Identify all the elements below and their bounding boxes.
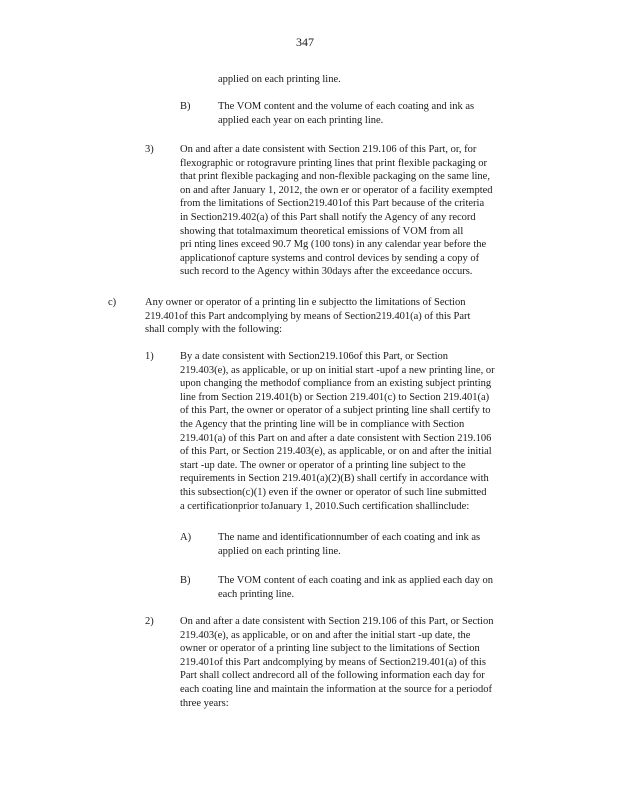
text-line: The VOM content and the volume of each coating and ink as <box>218 101 475 112</box>
text-line: Any owner or operator of a printing lin e subjectto the limitations of Section <box>145 297 466 308</box>
paragraph <box>180 350 545 513</box>
text-line: such record to the Agency within 30days after the exceedance occurs. <box>180 266 473 278</box>
text-line: applied each year on each printing line. <box>218 114 384 126</box>
text-line: that print flexible packaging and non-flexible packaging on the same line, <box>180 171 490 183</box>
text-line: this subsection(c)(1) even if the owner or operator of such line submitted <box>180 486 487 498</box>
text-line: The name and identificationnumber of each coating and ink as <box>218 532 481 543</box>
page-number: 347 <box>296 35 314 49</box>
paragraph <box>218 73 398 87</box>
text-line: line from Section 219.401(b) or Section 219.401(c) to Section 219.401(a) <box>180 391 490 403</box>
text-line: 219.403(e), as applicable, or on and after the initial start -up date, the <box>180 629 471 641</box>
text-line: on and after January 1, 2012, the own er or operator of a facility exempted <box>180 184 493 196</box>
paragraph <box>180 615 545 710</box>
text-line: each coating line and maintain the information at the source for a periodof <box>180 683 492 695</box>
paragraph <box>180 143 530 279</box>
text-line: By a date consistent with Section219.106of this Part, or Section <box>180 351 449 362</box>
text-line: shall comply with the following: <box>145 324 283 336</box>
text-line: On and after a date consistent with Section 219.106 of this Part, or Section <box>180 616 494 627</box>
text-line: a certificationprior toJanuary 1, 2010.Such certification shallinclude: <box>180 500 470 512</box>
item-label: B) <box>180 101 191 112</box>
text-line: 219.401of this Part andcomplying by means of Section219.401(a) of this Part <box>145 310 471 322</box>
paragraph <box>218 531 523 558</box>
paragraph <box>218 574 538 601</box>
item-label: A) <box>180 532 192 543</box>
text-line: the Agency that the printing line will be in compliance with Section <box>180 418 465 430</box>
text-line: applicationof capture systems and control devices by sending a copy of <box>180 252 480 264</box>
text-line: start -up date. The owner or operator of a printing line subject to the <box>180 459 466 471</box>
text-line: from the limitations of Section219.401of this Part because of the criteria <box>180 198 485 210</box>
text-line: The VOM content of each coating and ink as applied each day on <box>218 575 494 586</box>
text-line: owner or operator of a printing line subject to the limitations of Section <box>180 643 480 655</box>
text-line: three years: <box>180 697 229 709</box>
text-line: applied on each printing line. <box>218 74 341 85</box>
text-line: 219.401(a) of this Part on and after a date consistent with Section 219.106 <box>180 432 492 444</box>
text-line: requirements in Section 219.401(a)(2)(B) shall certify in accordance with <box>180 473 489 485</box>
text-line: of this Part, or Section 219.403(e), as applicable, or on and after the initial <box>180 446 492 458</box>
text-line: of this Part, the owner or operator of a subject printing line shall certify to <box>180 405 491 417</box>
text-line: showing that totalmaximum theoretical emissions of VOM from all <box>180 225 464 237</box>
item-label: B) <box>180 575 191 586</box>
item-label: c) <box>108 297 117 308</box>
paragraph <box>218 100 518 127</box>
text-line: 219.403(e), as applicable, or up on initial start -upof a new printing line, or <box>180 364 495 376</box>
text-line: Part shall collect andrecord all of the following information each day for <box>180 670 485 682</box>
text-line: flexographic or rotogravure printing lines that print flexible packaging or <box>180 157 488 169</box>
text-line: pri nting lines exceed 90.7 Mg (100 tons) in any calendar year before the <box>180 239 487 251</box>
text-line: upon changing the methodof compliance from an existing subject printing <box>180 378 492 390</box>
text-line: On and after a date consistent with Section 219.106 of this Part, or, for <box>180 144 477 155</box>
text-line: each printing line. <box>218 588 295 600</box>
item-label: 3) <box>145 144 154 155</box>
text-line: applied on each printing line. <box>218 545 341 557</box>
item-label: 1) <box>145 351 154 362</box>
paragraph <box>145 296 525 337</box>
text-line: in Section219.402(a) of this Part shall notify the Agency of any record <box>180 211 476 223</box>
item-label: 2) <box>145 616 154 627</box>
text-line: 219.401of this Part andcomplying by means of Section219.401(a) of this <box>180 656 486 668</box>
